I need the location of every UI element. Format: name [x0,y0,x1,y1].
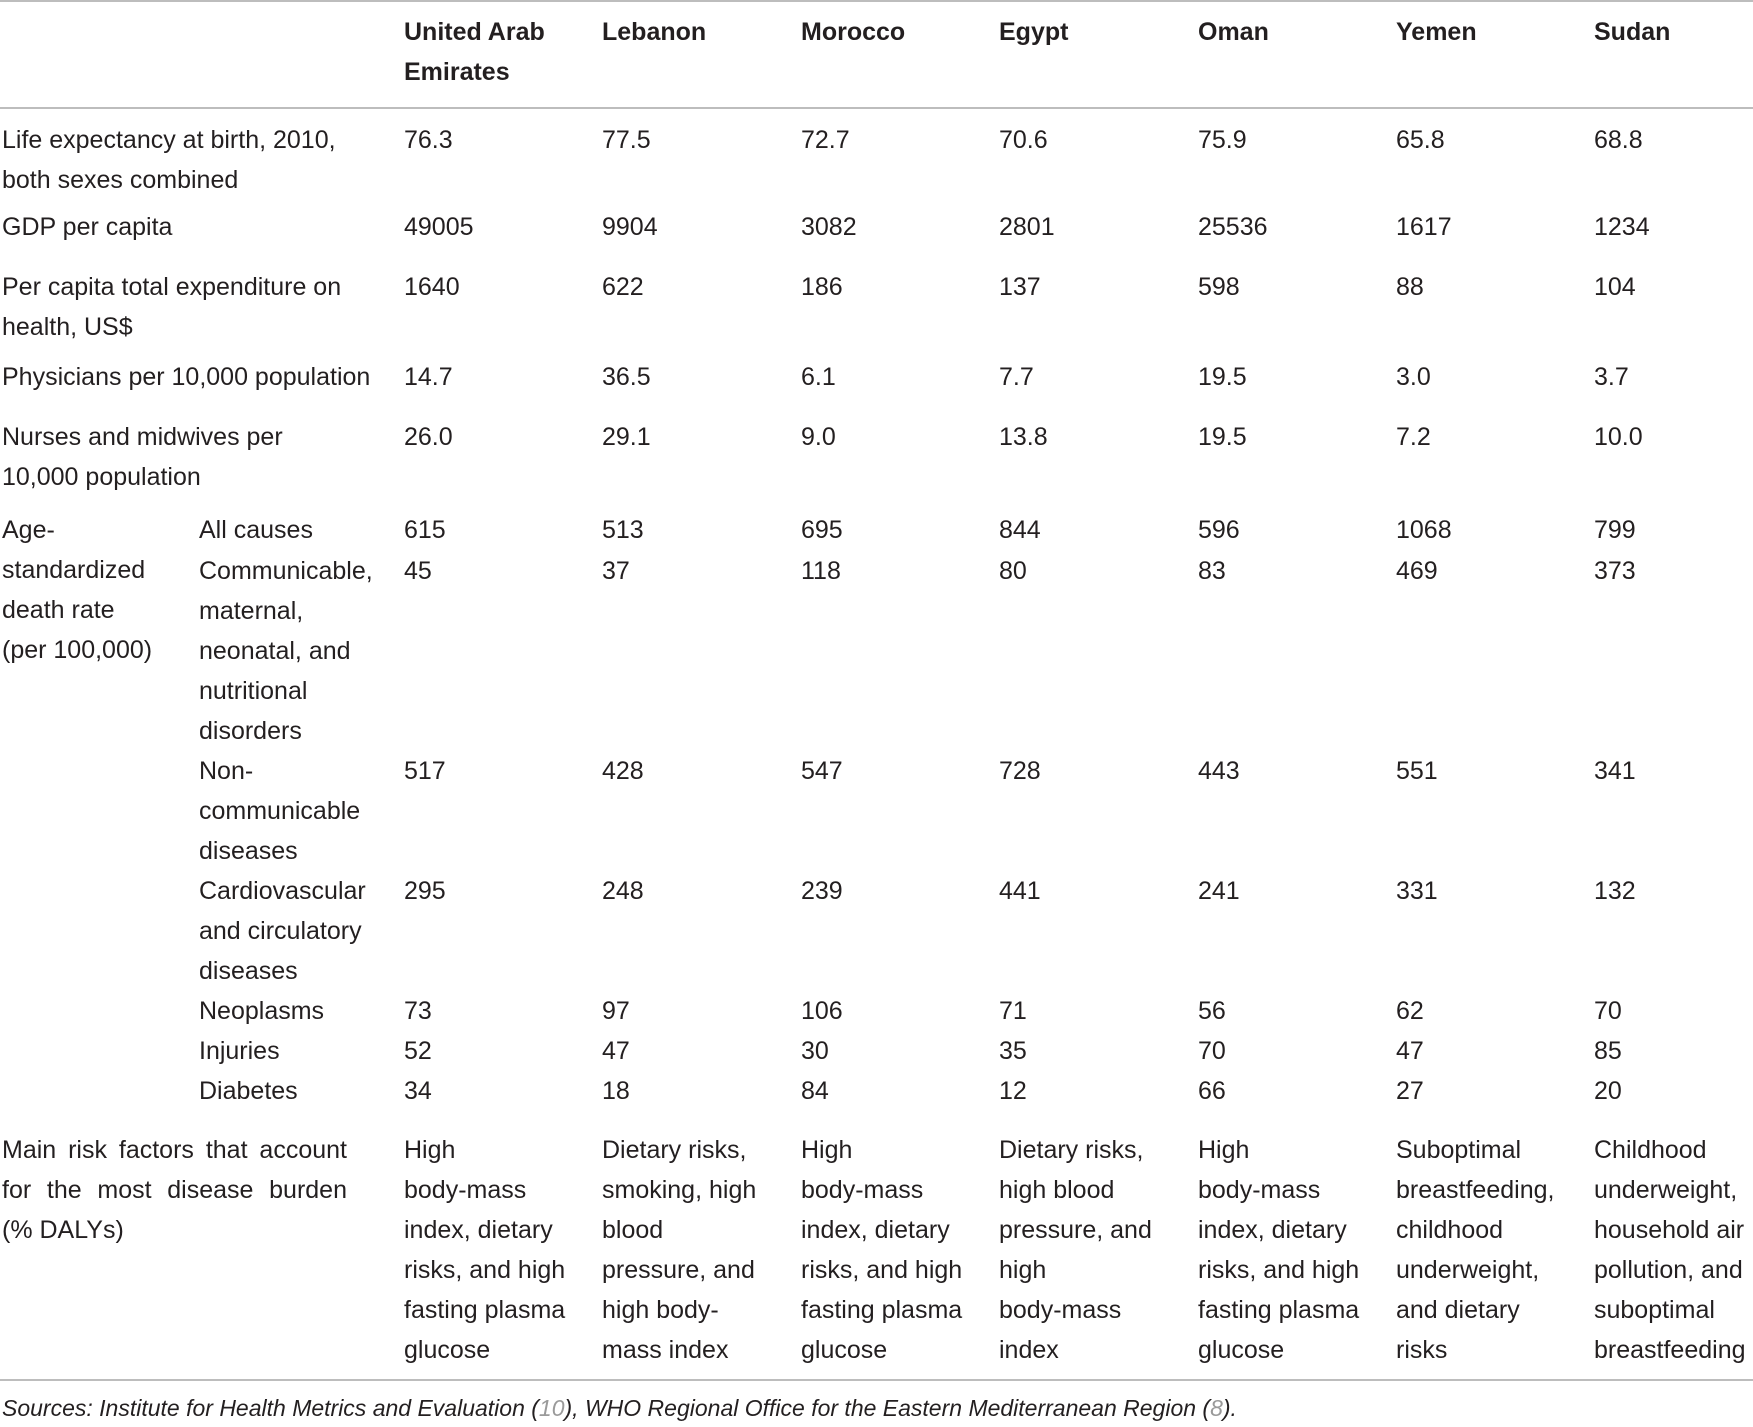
row-sublabel: neonatal, and [199,637,351,665]
table-cell: underweight, [1396,1256,1540,1284]
row-label: Per capita total expenditure on [2,273,342,301]
table-cell: 428 [602,757,644,785]
table-cell: body-mass [999,1296,1122,1324]
table-cell: 513 [602,516,644,544]
table-cell: risks [1396,1336,1448,1364]
table-top-rule [0,0,1753,2]
table-cell: 799 [1594,516,1636,544]
table-cell: 25536 [1198,213,1268,241]
table-cell: 844 [999,516,1041,544]
row-label: Life expectancy at birth, 2010, [2,126,336,154]
table-cell: high blood [999,1176,1115,1204]
table-cell: 598 [1198,273,1240,301]
footnote-text: ), WHO Regional Office for the Eastern Mediterranean Region ( [564,1395,1211,1421]
column-header: United Arab [404,18,545,46]
table-cell: and dietary [1396,1296,1520,1324]
table-cell: 295 [404,877,446,905]
table-cell: pressure, and [999,1216,1152,1244]
row-label: 10,000 population [2,463,201,491]
footnote-text: ). [1222,1395,1237,1421]
table-cell: index [999,1336,1059,1364]
table-cell: 3.7 [1594,363,1629,391]
table-cell: risks, and high [404,1256,566,1284]
table-cell: 70.6 [999,126,1048,154]
column-header: Lebanon [602,18,707,46]
column-header: Emirates [404,58,510,86]
row-sublabel: communicable [199,797,361,825]
table-cell: 70 [1594,997,1622,1025]
table-cell: 3.0 [1396,363,1431,391]
table-cell: 71 [999,997,1027,1025]
table-cell: 331 [1396,877,1438,905]
table-cell: 137 [999,273,1041,301]
table-cell: smoking, high [602,1176,757,1204]
table-cell: pollution, and [1594,1256,1743,1284]
table-cell: Dietary risks, [602,1136,747,1164]
table-cell: 1068 [1396,516,1452,544]
table-cell: 85 [1594,1037,1622,1065]
table-cell: 73 [404,997,432,1025]
table-cell: 76.3 [404,126,453,154]
table-cell: glucose [801,1336,888,1364]
row-sublabel: diseases [199,837,298,865]
table-cell: 10.0 [1594,423,1643,451]
table-cell: 6.1 [801,363,836,391]
table-cell: 29.1 [602,423,651,451]
table-cell: 47 [602,1037,630,1065]
table-cell: 12 [999,1077,1027,1105]
table-cell: 52 [404,1037,432,1065]
table-cell: 13.8 [999,423,1048,451]
row-group-label: death rate [2,596,115,624]
row-group-label: standardized [2,556,146,584]
table-cell: 596 [1198,516,1240,544]
table-cell: 88 [1396,273,1424,301]
table-cell: fasting plasma [801,1296,963,1324]
table-cell: 7.7 [999,363,1034,391]
column-header: Yemen [1396,18,1477,46]
footnote-text: Sources: Institute for Health Metrics and Evaluation ( [2,1395,539,1421]
table-cell: 72.7 [801,126,850,154]
table-cell: 3082 [801,213,857,241]
table-cell: 35 [999,1037,1027,1065]
table-cell: index, dietary [801,1216,950,1244]
table-cell: index, dietary [404,1216,553,1244]
table-cell: 1234 [1594,213,1650,241]
row-sublabel: disorders [199,717,302,745]
table-cell: 19.5 [1198,363,1247,391]
table-cell: 62 [1396,997,1424,1025]
table-cell: pressure, and [602,1256,755,1284]
row-sublabel: Injuries [199,1037,280,1065]
table-cell: 20 [1594,1077,1622,1105]
table-cell: 118 [801,557,841,585]
row-sublabel: diseases [199,957,298,985]
table-cell: 26.0 [404,423,453,451]
table-cell: 469 [1396,557,1438,585]
table-cell: household air [1594,1216,1745,1244]
table-cell: 341 [1594,757,1636,785]
table-cell: Suboptimal [1396,1136,1522,1164]
table-cell: glucose [404,1336,491,1364]
table-bottom-rule [0,1379,1753,1381]
row-sublabel: Cardiovascular [199,877,366,905]
table-cell: 443 [1198,757,1240,785]
sources-footnote [2,1393,1237,1423]
table-cell: High [1198,1136,1250,1164]
row-label: Nurses and midwives per [2,423,283,451]
table-cell: 18 [602,1077,630,1105]
table-cell: 1640 [404,273,460,301]
table-cell: 517 [404,757,446,785]
row-sublabel: Diabetes [199,1077,298,1105]
table-cell: 695 [801,516,843,544]
row-label: health, US$ [2,313,133,341]
row-sublabel: nutritional [199,677,308,705]
table-cell: 248 [602,877,644,905]
table-cell: 84 [801,1077,829,1105]
table-cell: 27 [1396,1077,1424,1105]
table-cell: body-mass [801,1176,924,1204]
table-cell: 239 [801,877,843,905]
column-header: Egypt [999,18,1069,46]
table-cell: childhood [1396,1216,1504,1244]
table-cell: 83 [1198,557,1226,585]
table-cell: 36.5 [602,363,651,391]
table-cell: blood [602,1216,664,1244]
row-group-label: (per 100,000) [2,636,153,664]
table-cell: high [999,1256,1047,1284]
table-cell: 65.8 [1396,126,1445,154]
table-cell: high body- [602,1296,719,1324]
row-group-label: Age- [2,516,55,544]
row-sublabel: maternal, [199,597,304,625]
table-cell: 47 [1396,1037,1424,1065]
row-sublabel: Communicable, [199,557,373,585]
table-cell: 1617 [1396,213,1452,241]
table-cell: 186 [801,273,843,301]
column-header: Morocco [801,18,906,46]
table-cell: 728 [999,757,1041,785]
row-sublabel: Non- [199,757,254,785]
table-cell: 241 [1198,877,1240,905]
table-cell: fasting plasma [1198,1296,1360,1324]
table-cell: mass index [602,1336,729,1364]
table-cell: High [404,1136,456,1164]
table-cell: 547 [801,757,843,785]
table-cell: 30 [801,1037,829,1065]
table-cell: 106 [801,997,843,1025]
table-cell: fasting plasma [404,1296,566,1324]
column-header: Sudan [1594,18,1671,46]
table-cell: index, dietary [1198,1216,1347,1244]
table-cell: 34 [404,1077,432,1105]
row-label: GDP per capita [2,213,173,241]
row-sublabel: All causes [199,516,313,544]
column-header: Oman [1198,18,1269,46]
table-cell: 441 [999,877,1041,905]
table-cell: 37 [602,557,630,585]
reference-link[interactable]: 10 [538,1395,565,1421]
table-cell: breastfeeding [1594,1336,1746,1364]
table-cell: breastfeeding, [1396,1176,1555,1204]
table-cell: 9904 [602,213,658,241]
table-cell: High [801,1136,853,1164]
table-cell: 19.5 [1198,423,1247,451]
table-cell: 75.9 [1198,126,1247,154]
table-cell: 615 [404,516,446,544]
table-cell: 77.5 [602,126,651,154]
table-cell: 551 [1396,757,1438,785]
row-label: Physicians per 10,000 population [2,363,371,391]
table-cell: risks, and high [1198,1256,1360,1284]
table-cell: 49005 [404,213,474,241]
table-cell: Childhood [1594,1136,1707,1164]
table-cell: 7.2 [1396,423,1431,451]
header-bottom-rule [0,107,1753,109]
table-cell: 104 [1594,273,1636,301]
table-cell: 373 [1594,557,1636,585]
table-cell: 9.0 [801,423,836,451]
table-cell: 2801 [999,213,1055,241]
row-sublabel: and circulatory [199,917,362,945]
table-cell: 622 [602,273,644,301]
table-cell: 68.8 [1594,126,1643,154]
table-cell: 97 [602,997,630,1025]
table-cell: 70 [1198,1037,1226,1065]
table-cell: glucose [1198,1336,1285,1364]
table-cell: body-mass [1198,1176,1321,1204]
table-cell: 66 [1198,1077,1226,1105]
table-cell: Dietary risks, [999,1136,1144,1164]
table-cell: 45 [404,557,432,585]
row-label: both sexes combined [2,166,239,194]
row-label: Main risk factors that account for the most disease burden (% DALYs) [2,1136,347,1244]
table-cell: 14.7 [404,363,453,391]
table-cell: 56 [1198,997,1226,1025]
row-sublabel: Neoplasms [199,997,325,1025]
reference-link[interactable]: 8 [1210,1395,1223,1421]
table-cell: underweight, [1594,1176,1738,1204]
table-cell: 132 [1594,877,1636,905]
table-cell: risks, and high [801,1256,963,1284]
table-cell: suboptimal [1594,1296,1715,1324]
table-cell: body-mass [404,1176,527,1204]
table-cell: 80 [999,557,1027,585]
